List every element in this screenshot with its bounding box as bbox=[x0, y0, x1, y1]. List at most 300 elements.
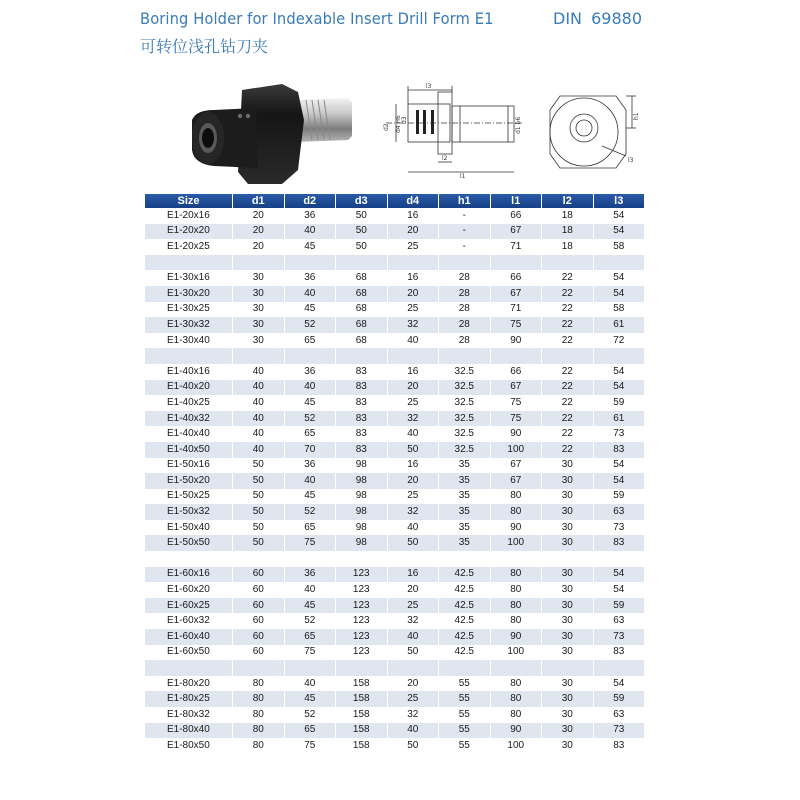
value-cell: 60 bbox=[233, 645, 285, 661]
table-row bbox=[145, 489, 645, 505]
value-cell: 25 bbox=[387, 395, 439, 411]
spacer-cell bbox=[233, 660, 285, 676]
spacer-row bbox=[145, 660, 645, 676]
value-cell: 54 bbox=[593, 380, 645, 396]
value-cell: 98 bbox=[336, 504, 388, 520]
value-cell: 61 bbox=[593, 411, 645, 427]
value-cell: 75 bbox=[284, 535, 336, 551]
value-cell: 35 bbox=[439, 473, 491, 489]
value-cell: 80 bbox=[233, 738, 285, 754]
spacer-cell bbox=[145, 660, 233, 676]
value-cell: 65 bbox=[284, 629, 336, 645]
value-cell: 50 bbox=[387, 738, 439, 754]
value-cell: 35 bbox=[439, 458, 491, 474]
value-cell: 30 bbox=[233, 333, 285, 349]
value-cell: 80 bbox=[490, 707, 542, 723]
value-cell: 32.5 bbox=[439, 426, 491, 442]
value-cell: 90 bbox=[490, 629, 542, 645]
table-row bbox=[145, 224, 645, 240]
value-cell: 63 bbox=[593, 504, 645, 520]
column-header: d2 bbox=[284, 194, 336, 208]
value-cell: 68 bbox=[336, 317, 388, 333]
value-cell: 75 bbox=[284, 645, 336, 661]
spacer-cell bbox=[336, 348, 388, 364]
value-cell: 80 bbox=[490, 598, 542, 614]
value-cell: 66 bbox=[490, 270, 542, 286]
value-cell: 75 bbox=[490, 395, 542, 411]
value-cell: - bbox=[439, 208, 491, 224]
value-cell: 32.5 bbox=[439, 364, 491, 380]
spacer-cell bbox=[387, 551, 439, 567]
value-cell: 40 bbox=[233, 426, 285, 442]
value-cell: 40 bbox=[233, 442, 285, 458]
size-cell: E1-40x16 bbox=[145, 364, 233, 380]
column-header: h1 bbox=[439, 194, 491, 208]
size-cell: E1-80x25 bbox=[145, 691, 233, 707]
value-cell: 36 bbox=[284, 270, 336, 286]
value-cell: 28 bbox=[439, 317, 491, 333]
value-cell: 98 bbox=[336, 520, 388, 536]
value-cell: 55 bbox=[439, 707, 491, 723]
value-cell: 80 bbox=[490, 504, 542, 520]
spacer-cell bbox=[336, 255, 388, 271]
value-cell: 67 bbox=[490, 473, 542, 489]
value-cell: 35 bbox=[439, 489, 491, 505]
value-cell: 30 bbox=[233, 286, 285, 302]
value-cell: 50 bbox=[233, 535, 285, 551]
size-cell: E1-80x40 bbox=[145, 723, 233, 739]
value-cell: 71 bbox=[490, 302, 542, 318]
size-cell: E1-60x25 bbox=[145, 598, 233, 614]
value-cell: 90 bbox=[490, 333, 542, 349]
table-row bbox=[145, 723, 645, 739]
value-cell: 50 bbox=[233, 458, 285, 474]
value-cell: 80 bbox=[490, 567, 542, 583]
value-cell: 40 bbox=[233, 364, 285, 380]
value-cell: 30 bbox=[233, 317, 285, 333]
value-cell: 80 bbox=[233, 676, 285, 692]
value-cell: 22 bbox=[542, 302, 594, 318]
value-cell: 45 bbox=[284, 598, 336, 614]
spacer-cell bbox=[233, 551, 285, 567]
value-cell: 83 bbox=[336, 411, 388, 427]
value-cell: 30 bbox=[542, 676, 594, 692]
value-cell: 40 bbox=[387, 426, 439, 442]
size-cell: E1-60x50 bbox=[145, 645, 233, 661]
value-cell: 30 bbox=[542, 489, 594, 505]
value-cell: 25 bbox=[387, 302, 439, 318]
value-cell: 42.5 bbox=[439, 582, 491, 598]
value-cell: 80 bbox=[490, 613, 542, 629]
value-cell: 73 bbox=[593, 426, 645, 442]
value-cell: 60 bbox=[233, 613, 285, 629]
table-row bbox=[145, 645, 645, 661]
size-cell: E1-40x40 bbox=[145, 426, 233, 442]
value-cell: 61 bbox=[593, 317, 645, 333]
value-cell: 63 bbox=[593, 707, 645, 723]
table-row bbox=[145, 411, 645, 427]
value-cell: 123 bbox=[336, 582, 388, 598]
value-cell: 32 bbox=[387, 707, 439, 723]
value-cell: - bbox=[439, 239, 491, 255]
value-cell: 123 bbox=[336, 645, 388, 661]
value-cell: 22 bbox=[542, 442, 594, 458]
column-header: l2 bbox=[542, 194, 594, 208]
value-cell: 80 bbox=[233, 691, 285, 707]
value-cell: 123 bbox=[336, 598, 388, 614]
value-cell: 40 bbox=[233, 411, 285, 427]
value-cell: 25 bbox=[387, 691, 439, 707]
value-cell: 75 bbox=[490, 411, 542, 427]
value-cell: 70 bbox=[284, 442, 336, 458]
value-cell: 28 bbox=[439, 270, 491, 286]
value-cell: 54 bbox=[593, 582, 645, 598]
value-cell: 40 bbox=[387, 520, 439, 536]
value-cell: 54 bbox=[593, 458, 645, 474]
value-cell: 36 bbox=[284, 458, 336, 474]
table-row bbox=[145, 317, 645, 333]
value-cell: 50 bbox=[233, 520, 285, 536]
value-cell: 100 bbox=[490, 645, 542, 661]
column-header: d4 bbox=[387, 194, 439, 208]
dim-label: d3 bbox=[401, 116, 408, 124]
table-row bbox=[145, 395, 645, 411]
value-cell: 83 bbox=[593, 442, 645, 458]
spacer-cell bbox=[490, 551, 542, 567]
table-row bbox=[145, 270, 645, 286]
value-cell: 40 bbox=[284, 582, 336, 598]
value-cell: 83 bbox=[336, 395, 388, 411]
dim-label: d2 bbox=[383, 123, 390, 131]
dim-label: l1 bbox=[460, 173, 466, 180]
value-cell: 50 bbox=[387, 442, 439, 458]
value-cell: 20 bbox=[233, 239, 285, 255]
value-cell: 52 bbox=[284, 613, 336, 629]
value-cell: 22 bbox=[542, 286, 594, 302]
value-cell: 42.5 bbox=[439, 629, 491, 645]
table-row bbox=[145, 738, 645, 754]
value-cell: 32.5 bbox=[439, 442, 491, 458]
value-cell: 59 bbox=[593, 489, 645, 505]
value-cell: 30 bbox=[542, 707, 594, 723]
value-cell: 80 bbox=[490, 489, 542, 505]
value-cell: 32 bbox=[387, 504, 439, 520]
value-cell: 30 bbox=[233, 302, 285, 318]
value-cell: 20 bbox=[387, 380, 439, 396]
value-cell: 67 bbox=[490, 380, 542, 396]
value-cell: 32 bbox=[387, 613, 439, 629]
spacer-cell bbox=[490, 255, 542, 271]
value-cell: 16 bbox=[387, 567, 439, 583]
value-cell: 50 bbox=[387, 645, 439, 661]
value-cell: 22 bbox=[542, 395, 594, 411]
value-cell: 73 bbox=[593, 723, 645, 739]
dim-label: d4 H6 bbox=[395, 115, 402, 133]
value-cell: 58 bbox=[593, 302, 645, 318]
spacer-cell bbox=[490, 348, 542, 364]
value-cell: 83 bbox=[336, 442, 388, 458]
value-cell: 68 bbox=[336, 286, 388, 302]
size-cell: E1-50x32 bbox=[145, 504, 233, 520]
value-cell: 40 bbox=[233, 395, 285, 411]
spacer-row bbox=[145, 551, 645, 567]
value-cell: 58 bbox=[593, 239, 645, 255]
value-cell: 68 bbox=[336, 270, 388, 286]
value-cell: 30 bbox=[542, 504, 594, 520]
value-cell: 30 bbox=[542, 629, 594, 645]
value-cell: 30 bbox=[542, 691, 594, 707]
value-cell: 30 bbox=[542, 520, 594, 536]
table-row bbox=[145, 333, 645, 349]
size-cell: E1-30x16 bbox=[145, 270, 233, 286]
value-cell: 22 bbox=[542, 411, 594, 427]
value-cell: 30 bbox=[542, 567, 594, 583]
size-cell: E1-30x25 bbox=[145, 302, 233, 318]
value-cell: 22 bbox=[542, 426, 594, 442]
table-row bbox=[145, 473, 645, 489]
value-cell: 100 bbox=[490, 738, 542, 754]
table-row bbox=[145, 426, 645, 442]
table-row bbox=[145, 676, 645, 692]
value-cell: 35 bbox=[439, 504, 491, 520]
column-header: d1 bbox=[233, 194, 285, 208]
value-cell: 54 bbox=[593, 364, 645, 380]
value-cell: 30 bbox=[233, 270, 285, 286]
value-cell: 54 bbox=[593, 676, 645, 692]
spacer-cell bbox=[439, 255, 491, 271]
size-cell: E1-20x20 bbox=[145, 224, 233, 240]
spacer-cell bbox=[387, 255, 439, 271]
size-cell: E1-40x50 bbox=[145, 442, 233, 458]
table-header-row bbox=[145, 194, 645, 208]
value-cell: 40 bbox=[233, 380, 285, 396]
value-cell: 158 bbox=[336, 691, 388, 707]
value-cell: 32.5 bbox=[439, 395, 491, 411]
table-row bbox=[145, 582, 645, 598]
column-header: l1 bbox=[490, 194, 542, 208]
value-cell: 55 bbox=[439, 676, 491, 692]
size-cell: E1-40x32 bbox=[145, 411, 233, 427]
value-cell: 40 bbox=[284, 224, 336, 240]
value-cell: 30 bbox=[542, 473, 594, 489]
size-cell: E1-80x32 bbox=[145, 707, 233, 723]
value-cell: 52 bbox=[284, 504, 336, 520]
value-cell: 83 bbox=[593, 535, 645, 551]
value-cell: 30 bbox=[542, 723, 594, 739]
value-cell: 63 bbox=[593, 613, 645, 629]
table-row bbox=[145, 613, 645, 629]
spacer-cell bbox=[284, 255, 336, 271]
value-cell: 42.5 bbox=[439, 567, 491, 583]
spacer-cell bbox=[490, 660, 542, 676]
value-cell: - bbox=[439, 224, 491, 240]
value-cell: 71 bbox=[490, 239, 542, 255]
value-cell: 123 bbox=[336, 567, 388, 583]
spacer-cell bbox=[336, 551, 388, 567]
value-cell: 50 bbox=[233, 473, 285, 489]
value-cell: 67 bbox=[490, 286, 542, 302]
value-cell: 60 bbox=[233, 629, 285, 645]
value-cell: 18 bbox=[542, 208, 594, 224]
value-cell: 18 bbox=[542, 239, 594, 255]
column-header: d3 bbox=[336, 194, 388, 208]
value-cell: 65 bbox=[284, 723, 336, 739]
spacer-cell bbox=[593, 255, 645, 271]
table-row bbox=[145, 629, 645, 645]
value-cell: 22 bbox=[542, 317, 594, 333]
dim-label: l2 bbox=[442, 155, 448, 162]
value-cell: 20 bbox=[387, 582, 439, 598]
value-cell: 30 bbox=[542, 458, 594, 474]
table-row bbox=[145, 364, 645, 380]
table-row bbox=[145, 302, 645, 318]
title-chinese: 可转位浅孔钻刀夹 bbox=[140, 37, 269, 56]
dim-label: l3 bbox=[426, 83, 432, 90]
value-cell: 36 bbox=[284, 567, 336, 583]
spacer-cell bbox=[593, 348, 645, 364]
title-english: Boring Holder for Indexable Insert Drill Form E1 bbox=[140, 9, 494, 28]
spacer-cell bbox=[233, 348, 285, 364]
value-cell: 40 bbox=[284, 286, 336, 302]
value-cell: 72 bbox=[593, 333, 645, 349]
value-cell: 65 bbox=[284, 426, 336, 442]
column-header: Size bbox=[145, 194, 233, 208]
table-row bbox=[145, 567, 645, 583]
size-cell: E1-50x25 bbox=[145, 489, 233, 505]
value-cell: 40 bbox=[284, 473, 336, 489]
table-row bbox=[145, 535, 645, 551]
value-cell: 16 bbox=[387, 270, 439, 286]
size-cell: E1-80x50 bbox=[145, 738, 233, 754]
value-cell: 22 bbox=[542, 380, 594, 396]
spacer-cell bbox=[145, 255, 233, 271]
size-cell: E1-60x32 bbox=[145, 613, 233, 629]
value-cell: 158 bbox=[336, 707, 388, 723]
value-cell: 45 bbox=[284, 489, 336, 505]
value-cell: 32 bbox=[387, 317, 439, 333]
value-cell: 28 bbox=[439, 333, 491, 349]
value-cell: 50 bbox=[336, 224, 388, 240]
value-cell: 45 bbox=[284, 691, 336, 707]
value-cell: 100 bbox=[490, 535, 542, 551]
value-cell: 54 bbox=[593, 208, 645, 224]
value-cell: 40 bbox=[284, 380, 336, 396]
value-cell: 73 bbox=[593, 629, 645, 645]
table-row bbox=[145, 691, 645, 707]
value-cell: 83 bbox=[336, 426, 388, 442]
table-row bbox=[145, 208, 645, 224]
spacer-cell bbox=[542, 255, 594, 271]
value-cell: 66 bbox=[490, 364, 542, 380]
value-cell: 83 bbox=[336, 380, 388, 396]
value-cell: 67 bbox=[490, 224, 542, 240]
value-cell: 36 bbox=[284, 364, 336, 380]
value-cell: 158 bbox=[336, 738, 388, 754]
value-cell: 67 bbox=[490, 458, 542, 474]
spacer-row bbox=[145, 348, 645, 364]
value-cell: 32.5 bbox=[439, 380, 491, 396]
value-cell: 90 bbox=[490, 723, 542, 739]
end-view-drawing bbox=[546, 90, 646, 174]
value-cell: 83 bbox=[593, 738, 645, 754]
value-cell: 60 bbox=[233, 582, 285, 598]
value-cell: 45 bbox=[284, 395, 336, 411]
size-cell: E1-80x20 bbox=[145, 676, 233, 692]
value-cell: 45 bbox=[284, 239, 336, 255]
size-cell: E1-40x25 bbox=[145, 395, 233, 411]
spacer-cell bbox=[284, 551, 336, 567]
value-cell: 83 bbox=[593, 645, 645, 661]
value-cell: 59 bbox=[593, 598, 645, 614]
dim-label: l3 bbox=[628, 157, 634, 164]
value-cell: 60 bbox=[233, 567, 285, 583]
value-cell: 50 bbox=[387, 535, 439, 551]
value-cell: 55 bbox=[439, 691, 491, 707]
value-cell: 35 bbox=[439, 535, 491, 551]
spacer-cell bbox=[439, 551, 491, 567]
table-row bbox=[145, 380, 645, 396]
value-cell: 80 bbox=[490, 676, 542, 692]
boring-holder-photo bbox=[186, 80, 356, 190]
size-cell: E1-50x20 bbox=[145, 473, 233, 489]
value-cell: 80 bbox=[233, 707, 285, 723]
spacer-cell bbox=[542, 348, 594, 364]
size-cell: E1-60x40 bbox=[145, 629, 233, 645]
value-cell: 50 bbox=[233, 504, 285, 520]
table-row bbox=[145, 442, 645, 458]
value-cell: 75 bbox=[284, 738, 336, 754]
value-cell: 18 bbox=[542, 224, 594, 240]
size-cell: E1-50x16 bbox=[145, 458, 233, 474]
value-cell: 123 bbox=[336, 629, 388, 645]
value-cell: 123 bbox=[336, 613, 388, 629]
table-row bbox=[145, 598, 645, 614]
value-cell: 30 bbox=[542, 613, 594, 629]
size-cell: E1-50x40 bbox=[145, 520, 233, 536]
value-cell: 52 bbox=[284, 317, 336, 333]
spacer-cell bbox=[284, 348, 336, 364]
value-cell: 68 bbox=[336, 302, 388, 318]
value-cell: 30 bbox=[542, 645, 594, 661]
size-cell: E1-40x20 bbox=[145, 380, 233, 396]
value-cell: 22 bbox=[542, 364, 594, 380]
value-cell: 52 bbox=[284, 411, 336, 427]
value-cell: 45 bbox=[284, 302, 336, 318]
spacer-cell bbox=[387, 660, 439, 676]
value-cell: 40 bbox=[387, 629, 439, 645]
size-cell: E1-60x20 bbox=[145, 582, 233, 598]
value-cell: 55 bbox=[439, 738, 491, 754]
value-cell: 54 bbox=[593, 286, 645, 302]
value-cell: 20 bbox=[233, 224, 285, 240]
value-cell: 25 bbox=[387, 239, 439, 255]
column-header: l3 bbox=[593, 194, 645, 208]
spacer-cell bbox=[593, 660, 645, 676]
table-row bbox=[145, 504, 645, 520]
value-cell: 54 bbox=[593, 473, 645, 489]
value-cell: 50 bbox=[336, 208, 388, 224]
size-cell: E1-30x40 bbox=[145, 333, 233, 349]
value-cell: 32 bbox=[387, 411, 439, 427]
value-cell: 90 bbox=[490, 520, 542, 536]
value-cell: 16 bbox=[387, 458, 439, 474]
value-cell: 65 bbox=[284, 520, 336, 536]
value-cell: 98 bbox=[336, 535, 388, 551]
value-cell: 20 bbox=[233, 208, 285, 224]
size-cell: E1-30x32 bbox=[145, 317, 233, 333]
spacer-cell bbox=[439, 660, 491, 676]
table-row bbox=[145, 520, 645, 536]
